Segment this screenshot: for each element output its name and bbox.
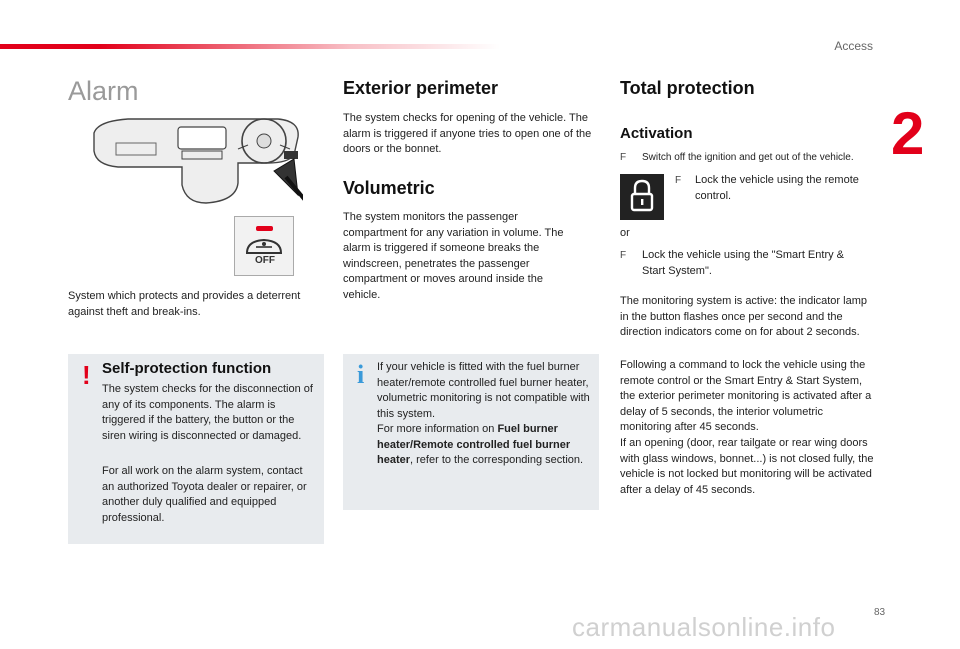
warning-icon: ! — [82, 360, 91, 390]
dashboard-illustration — [88, 115, 303, 215]
remote-lock-icon — [620, 174, 664, 220]
watermark: carmanualsonline.info — [572, 612, 836, 642]
header-accent-bar — [0, 44, 500, 49]
alarm-intro-text: System which protects and provides a deterrent against theft and break-ins. — [68, 290, 301, 318]
page-title: Alarm — [68, 76, 139, 106]
info-text-2 — [377, 422, 595, 469]
volumetric-text: The system monitors the passenger compartment for any variation in volume. The alarm is triggered if someone breaks the windscreen, penetrates the passenger compartment or moves around inside the vehicle. — [343, 211, 564, 301]
info-text-prefix: For more information on — [377, 423, 498, 435]
section-label: Access — [834, 39, 873, 53]
bullet-mark: F — [675, 175, 682, 186]
activation-heading: Activation — [620, 125, 693, 142]
warning-text-2: For all work on the alarm system, contact an authorized Toyota dealer or repairer, or another duly qualified and equipped professional. — [102, 465, 307, 524]
bullet-mark: F — [620, 152, 627, 163]
chapter-number: 2 — [891, 100, 925, 167]
exterior-perimeter-heading: Exterior perimeter — [343, 78, 499, 98]
alarm-button-icon — [235, 217, 293, 275]
monitoring-text-3: If an opening (door, rear tailgate or rear wing doors with glass windows, bonnet...) is not closed fully, the vehicle is not locked but monitoring will be activated after a delay of 45 seconds. — [620, 437, 874, 496]
info-icon: i — [357, 360, 365, 389]
total-protection-heading: Total protection — [620, 78, 755, 98]
activation-step-2 — [675, 173, 865, 204]
padlock-icon — [620, 174, 664, 220]
exterior-perimeter-text: The system checks for opening of the vehicle. The alarm is triggered if anyone tries to open one of the doors or the bonnet. — [343, 112, 592, 156]
warning-title: Self-protection function — [102, 360, 272, 377]
info-panel — [343, 354, 599, 510]
activation-step-3 — [620, 248, 870, 279]
volumetric-heading: Volumetric — [343, 178, 435, 198]
page-number: 83 — [874, 607, 886, 618]
warning-text-1: The system checks for the disconnection of any of its components. The alarm is triggered if the battery, the button or the siren wiring is disconnected or damaged. — [102, 383, 313, 442]
warning-panel — [68, 354, 324, 544]
info-text-1: If your vehicle is fitted with the fuel burner heater/remote controlled fuel burner heater, volumetric monitoring is not compatible with this system. — [377, 361, 590, 420]
step-1-text: Switch off the ignition and get out of the vehicle. — [642, 152, 854, 163]
monitoring-text-1: The monitoring system is active: the indicator lamp in the button flashes once per second and the direction indicators come on for about 2 seconds. — [620, 295, 867, 339]
step-2-text: Lock the vehicle using the remote control. — [695, 174, 859, 202]
info-text-suffix: , refer to the corresponding section. — [410, 454, 584, 467]
alarm-off-button-illustration — [234, 216, 294, 276]
or-text: or — [620, 227, 630, 239]
activation-step-1 — [620, 150, 870, 166]
monitoring-text-2: Following a command to lock the vehicle using the remote control or the Smart Entry & Start System, the exterior perimeter monitoring is activated after a delay of 5 seconds, the interior volumetric monitoring after 45 seconds. — [620, 359, 872, 434]
bullet-mark: F — [620, 250, 627, 261]
info-text-link-title: Fuel burner heater/Remote controlled fuel burner heater — [377, 423, 571, 467]
off-label: OFF — [255, 255, 275, 266]
step-3-text: Lock the vehicle using the "Smart Entry & Start System". — [642, 249, 845, 277]
